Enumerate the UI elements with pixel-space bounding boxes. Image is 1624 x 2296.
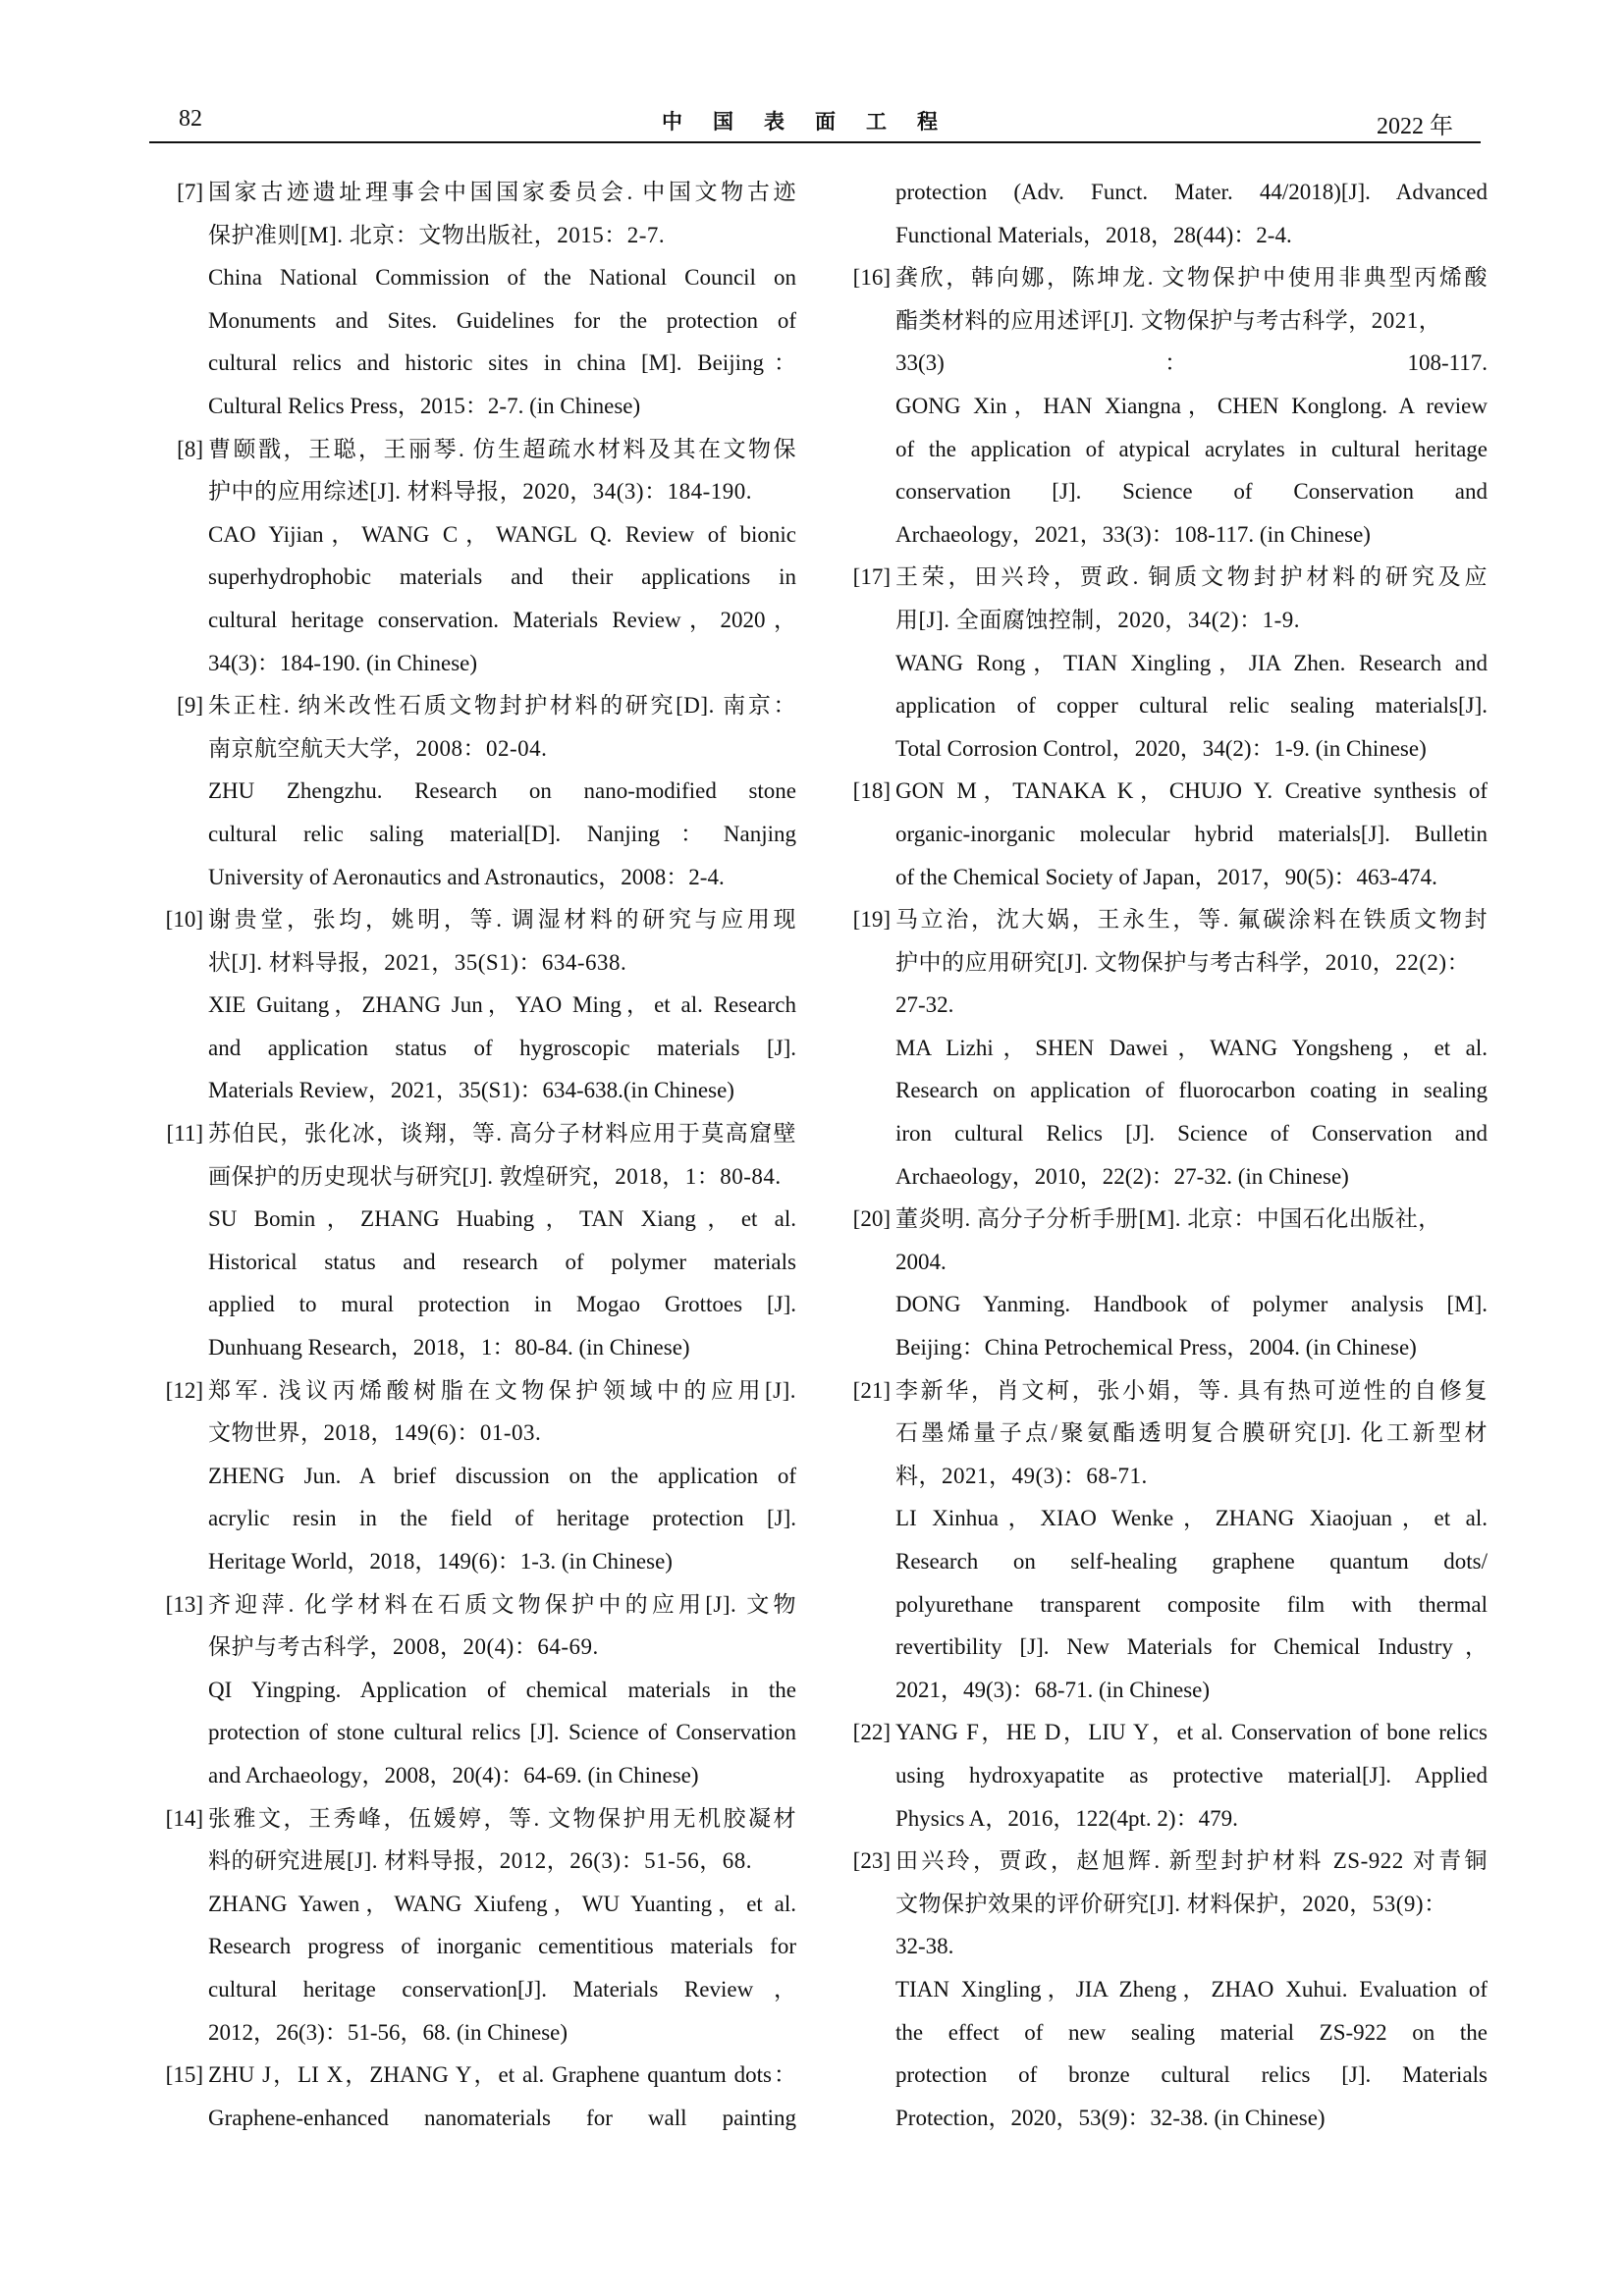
reference-line: using hydroxyapatite as protective material[J]. Applied — [895, 1762, 1488, 1788]
reference-entry — [841, 256, 1488, 556]
reference-line: conservation [J]. Science of Conservation and — [895, 479, 1488, 505]
reference-number: [7] — [177, 180, 203, 204]
reference-line: Archaeology，2010，22(2)：27-32. (in Chinese) — [895, 1163, 1349, 1189]
reference-line: 2004. — [895, 1249, 947, 1274]
reference-line: MA Lizhi，SHEN Dawei，WANG Yongsheng，et al. — [895, 1035, 1488, 1060]
reference-line: of the Chemical Society of Japan，2017，90(5)：463-474. — [895, 864, 1437, 889]
reference-number: [23] — [852, 1848, 891, 1874]
reference-line: XIE Guitang，ZHANG Jun，YAO Ming，et al. Research — [208, 992, 796, 1018]
reference-entry — [154, 684, 796, 898]
reference-entry — [841, 1840, 1488, 2139]
reference-line: 27-32. — [895, 992, 954, 1018]
reference-line: 护中的应用综述[J]. 材料导报，2020，34(3)：184-190. — [208, 479, 752, 505]
reference-line: Research on self-healing graphene quantum dots/ — [895, 1549, 1488, 1574]
reference-line: 文物世界，2018，149(6)：01-03. — [208, 1420, 542, 1446]
reference-line: Monuments and Sites. Guidelines for the protection of — [208, 307, 796, 333]
reference-entry — [154, 1369, 796, 1583]
reference-line: 石墨烯量子点/聚氨酯透明复合膜研究[J]. 化工新型材 — [895, 1420, 1488, 1446]
reference-line: Cultural Relics Press，2015：2-7. (in Chinese) — [208, 393, 641, 418]
reference-number: [10] — [165, 907, 203, 933]
reference-line: 状[J]. 材料导报，2021，35(S1)：634-638. — [208, 949, 627, 975]
reference-line: 李新华，肖文柯，张小娟，等. 具有热可逆性的自修复 — [895, 1377, 1488, 1403]
reference-line: Archaeology，2021，33(3)：108-117. (in Chinese) — [895, 521, 1371, 547]
reference-entry — [841, 556, 1488, 770]
reference-line: 保护与考古科学，2008，20(4)：64-69. — [208, 1634, 599, 1660]
reference-line: 护中的应用研究[J]. 文物保护与考古科学，2010，22(2)： — [895, 949, 1471, 975]
reference-line: China National Commission of the National Council on — [208, 265, 796, 291]
reference-entry — [154, 171, 796, 428]
reference-line: 郑军. 浅议丙烯酸树脂在文物保护领域中的应用[J]. — [208, 1377, 796, 1403]
reference-line: iron cultural Relics [J]. Science of Conservation and — [895, 1121, 1488, 1147]
reference-line: ZHANG Yawen，WANG Xiufeng，WU Yuanting，et al. — [208, 1891, 796, 1916]
reference-line: 龚欣，韩向娜，陈坤龙. 文物保护中使用非典型丙烯酸 — [895, 265, 1488, 291]
reference-line: ZHENG Jun. A brief discussion on the application of — [208, 1463, 796, 1488]
reference-entry — [841, 1198, 1488, 1368]
reference-line: applied to mural protection in Mogao Grottoes [J]. — [208, 1292, 796, 1317]
reference-line: 董炎明. 高分子分析手册[M]. 北京：中国石化出版社， — [895, 1206, 1441, 1232]
reference-line: Historical status and research of polymer materials — [208, 1249, 796, 1274]
reference-line: superhydrophobic materials and their applications in — [208, 564, 796, 590]
reference-line: Functional Materials，2018，28(44)：2-4. — [895, 222, 1292, 247]
reference-line: ZHU J，LI X，ZHANG Y，et al. Graphene quantum dots： — [208, 2062, 796, 2088]
reference-number: [13] — [165, 1591, 203, 1617]
reference-number: [18] — [852, 778, 891, 804]
reference-line: 料的研究进展[J]. 材料导报，2012，26(3)：51-56，68. — [208, 1848, 752, 1874]
reference-line: protection of bronze cultural relics [J]. Materials — [895, 2062, 1488, 2088]
reference-number: [11] — [166, 1121, 203, 1147]
reference-line: 张雅文，王秀峰，伍媛婷，等. 文物保护用无机胶凝材 — [208, 1805, 796, 1831]
reference-number: [17] — [852, 564, 891, 590]
reference-line: protection of stone cultural relics [J]. Science of Conservation — [208, 1720, 796, 1745]
reference-line: 用[J]. 全面腐蚀控制，2020，34(2)：1-9. — [895, 607, 1300, 632]
reference-line: 曹颐戬，王聪，王丽琴. 仿生超疏水材料及其在文物保 — [208, 436, 796, 461]
reference-line: 酯类材料的应用述评[J]. 文物保护与考古科学，2021， — [895, 307, 1442, 333]
reference-line: ZHU Zhengzhu. Research on nano-modified stone — [208, 778, 796, 804]
reference-line: 文物保护效果的评价研究[J]. 材料保护，2020，53(9)： — [895, 1891, 1447, 1916]
reference-line: 33(3)：108-117. — [895, 350, 1488, 376]
reference-line: of the application of atypical acrylates in cultural heritage — [895, 436, 1488, 461]
reference-line: 国家古迹遗址理事会中国国家委员会. 中国文物古迹 — [208, 180, 796, 204]
reference-line: 32-38. — [895, 1934, 954, 1959]
page-header — [149, 104, 1481, 143]
reference-number: [21] — [852, 1377, 891, 1403]
reference-line: Materials Review，2021，35(S1)：634-638.(in Chinese) — [208, 1078, 734, 1103]
reference-line: Total Corrosion Control，2020，34(2)：1-9. (in Chinese) — [895, 735, 1427, 761]
page-number: 82 — [179, 106, 202, 132]
reference-line: LI Xinhua，XIAO Wenke，ZHANG Xiaojuan，et al. — [895, 1506, 1488, 1531]
header-rule — [149, 141, 1481, 143]
reference-line: Heritage World，2018，149(6)：1-3. (in Chinese) — [208, 1549, 673, 1574]
reference-entry — [841, 898, 1488, 1198]
reference-line: and Archaeology，2008，20(4)：64-69. (in Chinese) — [208, 1762, 699, 1788]
reference-number: [14] — [165, 1805, 203, 1831]
reference-line: TIAN Xingling，JIA Zheng，ZHAO Xuhui. Evaluation of — [895, 1976, 1488, 2002]
reference-line: 谢贵堂，张均，姚明，等. 调湿材料的研究与应用现 — [208, 907, 796, 933]
journal-title: 中国表面工程 — [662, 110, 968, 133]
reference-line: cultural relic saling material[D]. Nanjing：Nanjing — [208, 821, 796, 846]
reference-line: YANG F，HE D，LIU Y，et al. Conservation of bone relics — [895, 1720, 1488, 1745]
reference-entry — [154, 1797, 796, 2055]
reference-entry — [841, 171, 1488, 256]
reference-line: 王荣，田兴玲，贾政. 铜质文物封护材料的研究及应 — [895, 564, 1488, 590]
reference-line: QI Yingping. Application of chemical materials in the — [208, 1677, 796, 1702]
reference-number: [9] — [177, 693, 203, 719]
reference-line: 保护准则[M]. 北京：文物出版社，2015：2-7. — [208, 222, 666, 247]
reference-number: [8] — [177, 436, 203, 461]
reference-line: Research progress of inorganic cementitious materials for — [208, 1934, 796, 1959]
reference-line: application of copper cultural relic sealing materials[J]. — [895, 693, 1488, 719]
reference-line: Dunhuang Research，2018，1：80-84. (in Chinese) — [208, 1335, 690, 1361]
reference-line: polyurethane transparent composite film with thermal — [895, 1591, 1488, 1617]
reference-line: protection (Adv. Funct. Mater. 44/2018)[J]. Advanced — [895, 180, 1488, 204]
reference-line: 南京航空航天大学，2008：02-04. — [208, 735, 548, 761]
reference-line: 34(3)：184-190. (in Chinese) — [208, 650, 478, 675]
reference-line: Graphene-enhanced nanomaterials for wall painting — [208, 2105, 796, 2130]
reference-line: SU Bomin，ZHANG Huabing，TAN Xiang，et al. — [208, 1206, 796, 1232]
reference-line: 2021，49(3)：68-71. (in Chinese) — [895, 1677, 1211, 1702]
reference-line: 田兴玲，贾政，赵旭辉. 新型封护材料 ZS-922 对青铜 — [895, 1848, 1488, 1874]
reference-line: the effect of new sealing material ZS-922 on the — [895, 2019, 1488, 2045]
reference-line: 料，2021，49(3)：68-71. — [895, 1463, 1148, 1488]
reference-line: WANG Rong，TIAN Xingling，JIA Zhen. Research and — [895, 650, 1488, 675]
reference-line: 2012，26(3)：51-56，68. (in Chinese) — [208, 2019, 568, 2045]
reference-line: CAO Yijian，WANG C，WANGL Q. Review of bionic — [208, 521, 796, 547]
publication-year: 2022 年 — [1377, 114, 1453, 139]
reference-line: 马立治，沈大娲，王永生，等. 氟碳涂料在铁质文物封 — [895, 907, 1488, 933]
reference-line: Physics A，2016，122(4pt. 2)：479. — [895, 1805, 1238, 1831]
reference-line: cultural relics and historic sites in china [M]. Beijing： — [208, 350, 796, 376]
reference-entry — [154, 2054, 796, 2139]
reference-line: 齐迎萍. 化学材料在石质文物保护中的应用[J]. 文物 — [208, 1591, 796, 1617]
reference-entry — [841, 1711, 1488, 1840]
reference-column-right — [841, 171, 1488, 2139]
reference-line: organic-inorganic molecular hybrid materials[J]. Bulletin — [895, 821, 1488, 846]
reference-number: [22] — [852, 1720, 891, 1745]
reference-line: cultural heritage conservation. Materials Review，2020， — [208, 607, 796, 632]
reference-number: [15] — [165, 2062, 203, 2088]
reference-line: GON M，TANAKA K，CHUJO Y. Creative synthesis of — [895, 778, 1488, 804]
reference-number: [16] — [852, 265, 891, 291]
reference-line: acrylic resin in the field of heritage protection [J]. — [208, 1506, 796, 1531]
reference-entry — [154, 1112, 796, 1369]
reference-line: Beijing：China Petrochemical Press，2004. (in Chinese) — [895, 1335, 1417, 1361]
reference-line: GONG Xin，HAN Xiangna，CHEN Konglong. A review — [895, 393, 1488, 418]
reference-number: [20] — [852, 1206, 891, 1232]
reference-number: [19] — [852, 907, 891, 933]
reference-entry — [154, 1583, 796, 1797]
reference-line: 朱正柱. 纳米改性石质文物封护材料的研究[D]. 南京： — [208, 693, 796, 719]
reference-line: Research on application of fluorocarbon coating in sealing — [895, 1078, 1488, 1103]
reference-entry — [154, 898, 796, 1112]
reference-entry — [154, 428, 796, 685]
reference-line: cultural heritage conservation[J]. Materials Review， — [208, 1976, 796, 2002]
reference-column-left — [154, 171, 796, 2139]
reference-line: University of Aeronautics and Astronautics，2008：2-4. — [208, 864, 725, 889]
reference-line: Protection，2020，53(9)：32-38. (in Chinese) — [895, 2105, 1326, 2130]
reference-line: DONG Yanming. Handbook of polymer analysis [M]. — [895, 1292, 1488, 1317]
reference-line: revertibility [J]. New Materials for Chemical Industry， — [895, 1634, 1488, 1660]
reference-line: and application status of hygroscopic materials [J]. — [208, 1035, 796, 1060]
reference-line: 画保护的历史现状与研究[J]. 敦煌研究，2018，1：80-84. — [208, 1163, 782, 1189]
reference-number: [12] — [165, 1377, 203, 1403]
reference-entry — [841, 770, 1488, 898]
reference-line: 苏伯民，张化冰，谈翔，等. 高分子材料应用于莫高窟壁 — [208, 1121, 796, 1147]
reference-entry — [841, 1369, 1488, 1712]
